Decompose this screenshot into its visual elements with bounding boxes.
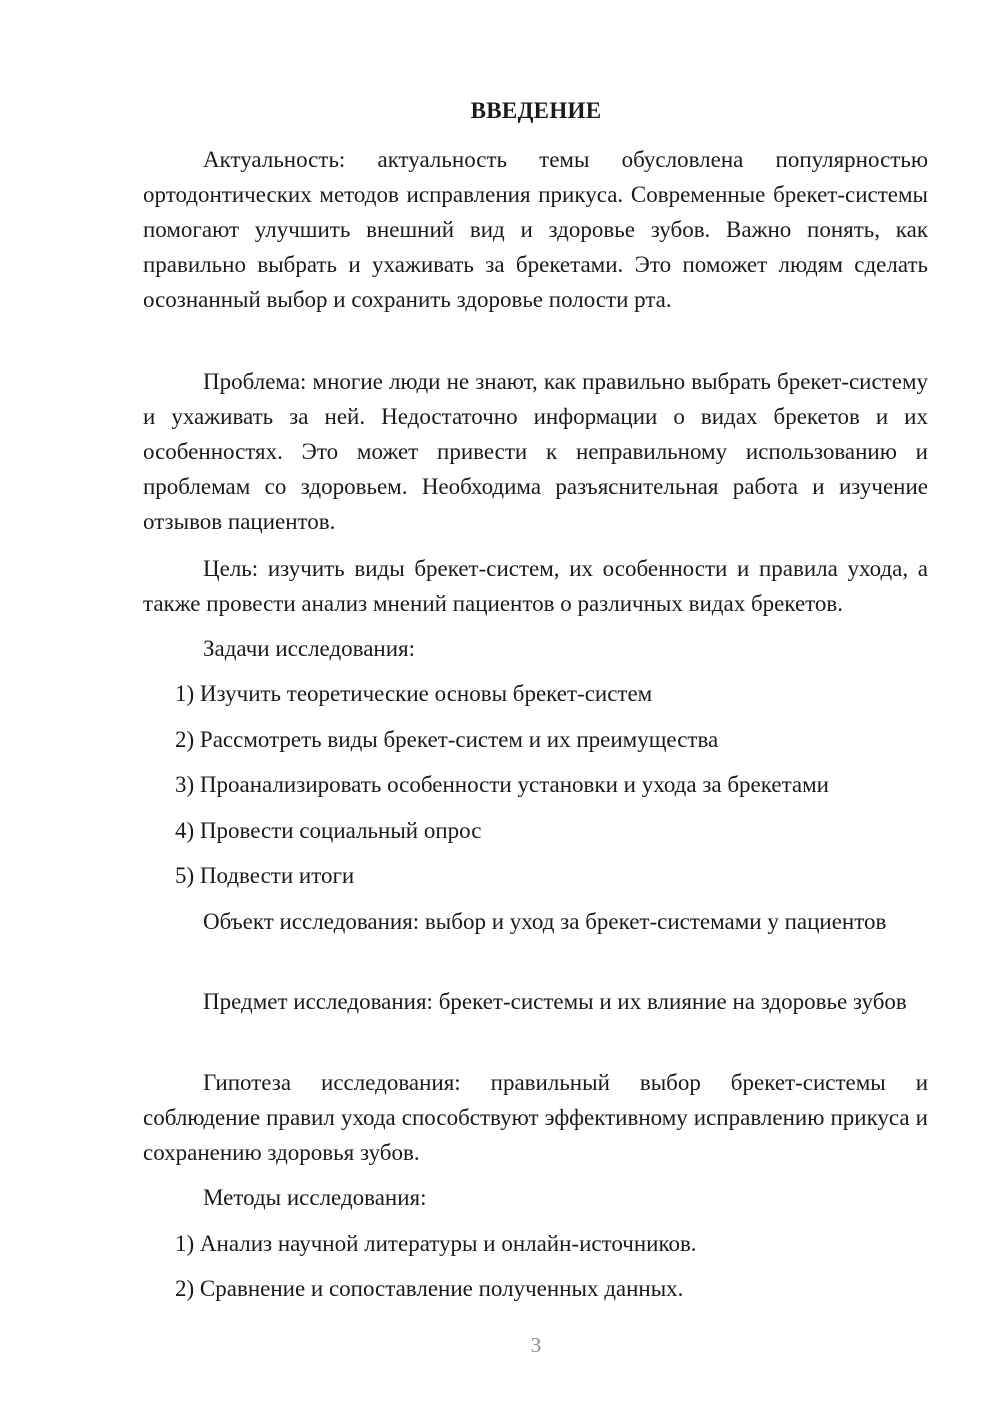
relevance-paragraph: Актуальность: актуальность темы обусловлена популярностью ортодонтических методов исправления прикуса. Современные брекет-системы помогают улучшить внешний вид и здоровье зубов. Важно понять, как правильно выбрать и ухаживать за брекетами. Это поможет людям сделать осознанный выбор и сохранить здоровье полости рта.: [143, 147, 928, 312]
method-item: 2) Сравнение и сопоставление полученных данных.: [175, 1276, 684, 1301]
method-item: 1) Анализ научной литературы и онлайн-источников.: [175, 1231, 697, 1256]
tasks-title: Задачи исследования:: [203, 636, 416, 661]
object-paragraph: Объект исследования: выбор и уход за брекет-системами у пациентов: [203, 909, 887, 934]
goal-paragraph: Цель: изучить виды брекет-систем, их особенности и правила ухода, а также провести анализ мнений пациентов о различных видах брекетов.: [143, 556, 928, 616]
section-heading: ВВЕДЕНИЕ: [470, 98, 602, 123]
task-item: 3) Проанализировать особенности установки и ухода за брекетами: [175, 772, 829, 797]
problem-paragraph: Проблема: многие люди не знают, как правильно выбрать брекет-систему и ухаживать за ней. Недостаточно информации о видах брекетов и их особенностях. Это может привести к неправильному использованию и проблемам со здоровьем. Необходима разъяснительная работа и изучение отзывов пациентов.: [143, 369, 928, 534]
subject-paragraph: Предмет исследования: брекет-системы и их влияние на здоровье зубов: [203, 989, 907, 1014]
task-item: 5) Подвести итоги: [175, 863, 355, 888]
methods-title: Методы исследования:: [203, 1185, 427, 1210]
task-item: 4) Провести социальный опрос: [175, 818, 482, 843]
task-item: 1) Изучить теоретические основы брекет-систем: [175, 681, 653, 706]
page-number: 3: [530, 1333, 542, 1357]
hypothesis-paragraph: Гипотеза исследования: правильный выбор брекет-системы и соблюдение правил ухода способствуют эффективному исправлению прикуса и сохранению здоровья зубов.: [143, 1070, 928, 1165]
task-item: 2) Рассмотреть виды брекет-систем и их преимущества: [175, 727, 719, 752]
